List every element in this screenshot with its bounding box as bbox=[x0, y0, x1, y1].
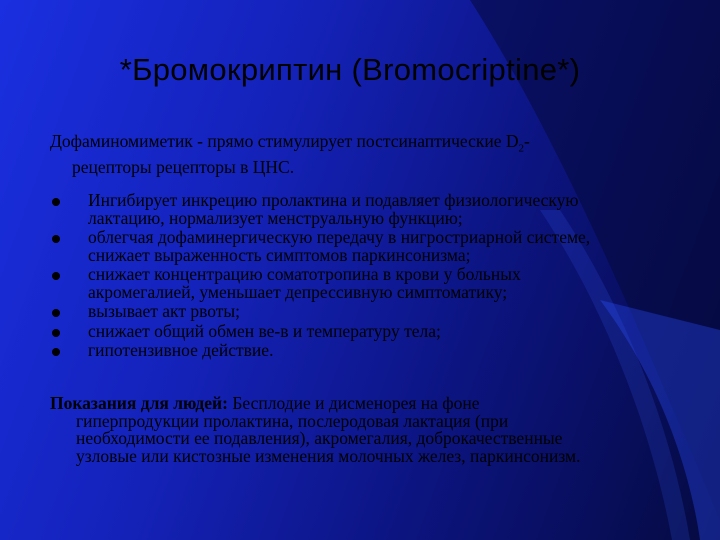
list-item bbox=[50, 320, 670, 341]
slide-title: *Бромокриптин (Bromocriptine*) bbox=[119, 52, 581, 87]
bullet-icon bbox=[52, 198, 60, 206]
bullet-icon bbox=[52, 235, 60, 243]
indications-line-3: необходимости ее подавления), акромегалия, доброкачественные bbox=[76, 428, 563, 448]
indications-line-1: Бесплодие и дисменорея на фоне bbox=[227, 393, 480, 413]
effects-list bbox=[50, 192, 670, 362]
list-item-line: снижает общий обмен ве-в и температуру тела; bbox=[88, 320, 441, 341]
list-item bbox=[50, 342, 670, 360]
indications-paragraph bbox=[50, 395, 670, 465]
intro-line-1: Дофаминомиметик - прямо стимулирует постсинаптические D bbox=[50, 131, 519, 151]
list-item bbox=[50, 192, 670, 227]
indications-label: Показания для людей: bbox=[50, 393, 228, 413]
list-item-line: снижает концентрацию соматотропина в крови у больных bbox=[88, 264, 521, 284]
indications-line-2: гиперпродукции пролактина, послеродовая лактация (при bbox=[76, 410, 509, 431]
list-item-line: облегчая дофаминергическую передачу в нигростриарной системе, bbox=[88, 227, 591, 247]
indications-line-4: узловые или кистозные изменения молочных желез, паркинсонизм. bbox=[76, 445, 581, 466]
bullet-icon bbox=[52, 272, 60, 280]
list-item bbox=[50, 266, 670, 301]
list-item bbox=[50, 229, 670, 264]
intro-paragraph bbox=[50, 132, 670, 176]
list-item bbox=[50, 303, 670, 321]
bullet-icon bbox=[52, 348, 60, 356]
intro-subscript: 2 bbox=[518, 142, 525, 155]
list-item-line: Ингибирует инкрецию пролактина и подавляет физиологическую bbox=[88, 190, 579, 210]
bullet-icon bbox=[52, 329, 60, 337]
list-item-line: лактацию, нормализует менструальную функцию; bbox=[88, 207, 463, 228]
list-item-line: вызывает акт рвоты; bbox=[88, 301, 241, 321]
bullet-icon bbox=[52, 309, 60, 317]
intro-suffix: - bbox=[524, 131, 530, 151]
intro-line-2: рецепторы рецепторы в ЦНС. bbox=[72, 156, 295, 177]
list-item-line: акромегалией, уменьшает депрессивную симптоматику; bbox=[88, 281, 508, 302]
list-item-line: снижает выраженность симптомов паркинсонизма; bbox=[88, 244, 471, 265]
list-item-line: гипотензивное действие. bbox=[88, 340, 274, 360]
